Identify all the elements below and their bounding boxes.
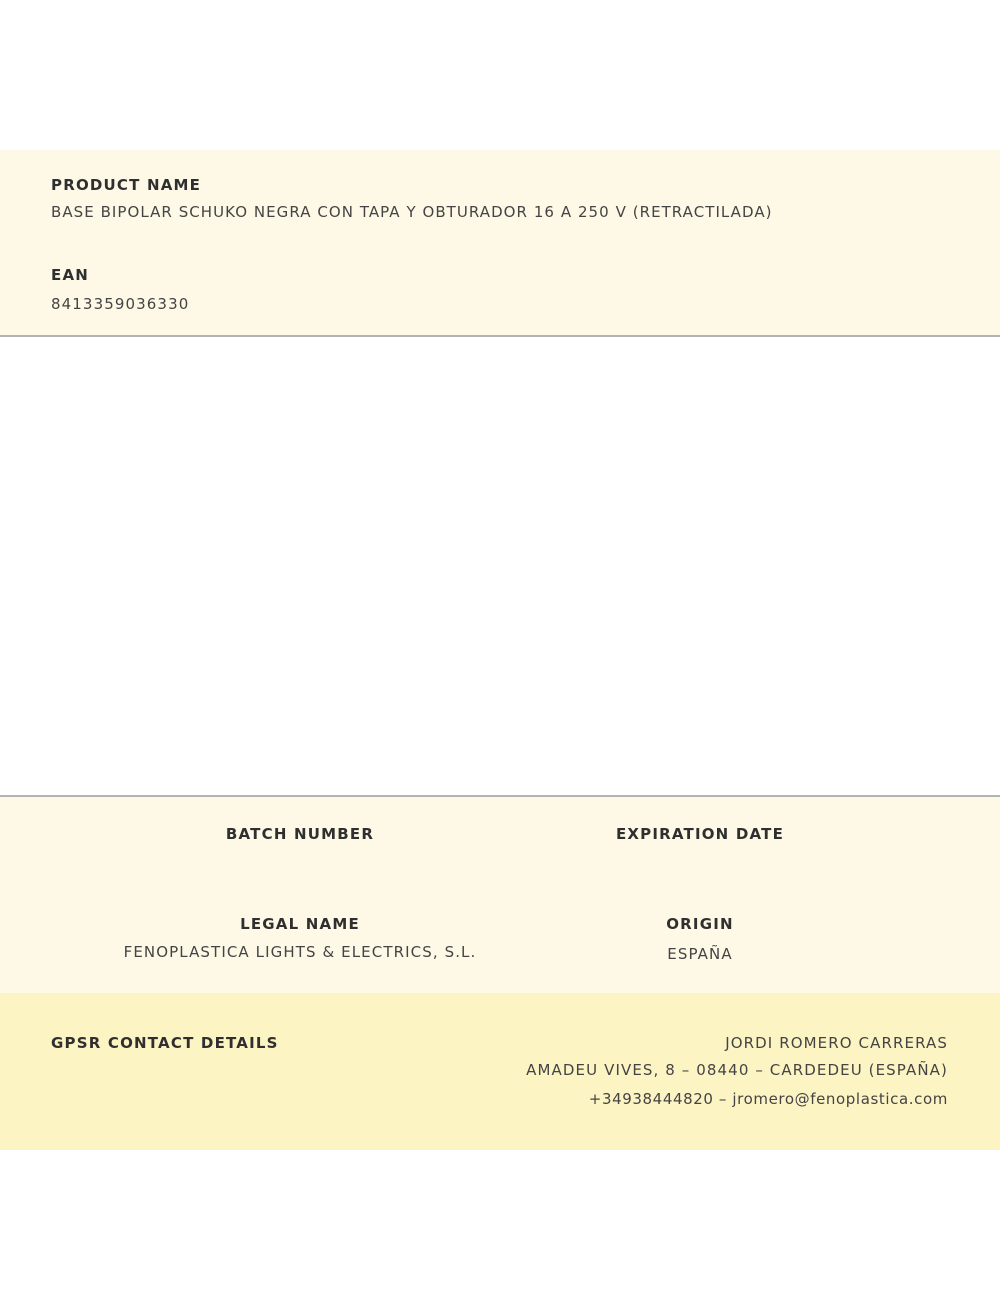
legal-name-value: FENOPLASTICA LIGHTS & ELECTRICS, S.L. <box>123 943 477 961</box>
product-image-area <box>0 337 1000 795</box>
origin-label: ORIGIN <box>666 915 734 933</box>
batch-number-label: BATCH NUMBER <box>225 825 375 843</box>
contact-phone-email: +34938444820 – jromero@fenoplastica.com <box>588 1090 948 1108</box>
product-name-label: PRODUCT NAME <box>51 176 202 194</box>
origin-value: ESPAÑA <box>667 945 733 963</box>
product-details-section <box>0 795 1000 995</box>
expiration-date-label: EXPIRATION DATE <box>615 825 785 843</box>
ean-label: EAN <box>51 266 90 284</box>
ean-value: 8413359036330 <box>51 295 190 313</box>
product-info-section <box>0 150 1000 337</box>
contact-name: JORDI ROMERO CARRERAS <box>725 1034 948 1052</box>
contact-address: AMADEU VIVES, 8 – 08440 – CARDEDEU (ESPAÑA) <box>526 1061 948 1079</box>
gpsr-contact-section <box>0 993 1000 1150</box>
product-name-value: BASE BIPOLAR SCHUKO NEGRA CON TAPA Y OBTURADOR 16 A 250 V (RETRACTILADA) <box>51 203 773 221</box>
legal-name-label: LEGAL NAME <box>240 915 360 933</box>
gpsr-contact-label: GPSR CONTACT DETAILS <box>51 1034 279 1052</box>
